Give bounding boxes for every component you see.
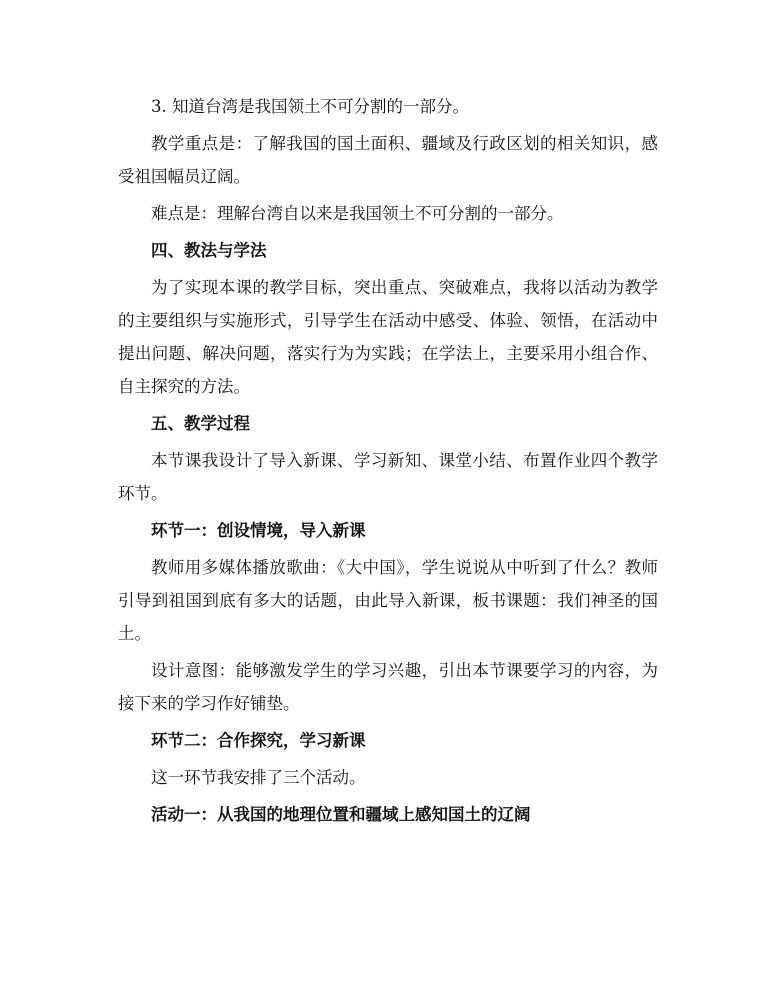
teaching-difficulty: 难点是：理解台湾自以来是我国领土不可分割的一部分。 — [151, 204, 564, 223]
section-heading-methods: 四、教法与学法 — [151, 241, 267, 260]
section-heading-process: 五、教学过程 — [151, 414, 250, 433]
numbered-goal-3: 3. 知道台湾是我国领土不可分割的一部分。 — [151, 97, 469, 116]
document-body — [118, 90, 658, 835]
step-two-heading: 环节二：合作探究，学习新课 — [151, 731, 366, 750]
process-overview-paragraph: 本节课我设计了导入新课、学习新知、课堂小结、布置作业四个教学环节。 — [118, 451, 658, 503]
activity-one-heading: 活动一：从我国的地理位置和疆域上感知国土的辽阔 — [151, 805, 531, 824]
methods-paragraph: 为了实现本课的教学目标，突出重点、突破难点，我将以活动为教学的主要组织与实施形式，引导学生在活动中感受、体验、领悟，在活动中提出问题、解决问题，落实行为为实践；在学法上，主要采用小组合作、自主探究的方法。 — [118, 278, 658, 396]
teaching-key-point: 教学重点是：了解我国的国土面积、疆域及行政区划的相关知识，感受祖国幅员辽阔。 — [118, 134, 658, 186]
design-intent-paragraph: 设计意图：能够激发学生的学习兴趣，引出本节课要学习的内容，为接下来的学习作好铺垫。 — [118, 661, 658, 713]
step-one-heading: 环节一：创设情境，导入新课 — [151, 521, 366, 540]
step-one-paragraph: 教师用多媒体播放歌曲：《大中国》，学生说说从中听到了什么？教师引导到祖国到底有多大的话题，由此导入新课，板书课题：我们神圣的国土。 — [118, 558, 658, 643]
step-two-paragraph: 这一环节我安排了三个活动。 — [151, 768, 366, 787]
